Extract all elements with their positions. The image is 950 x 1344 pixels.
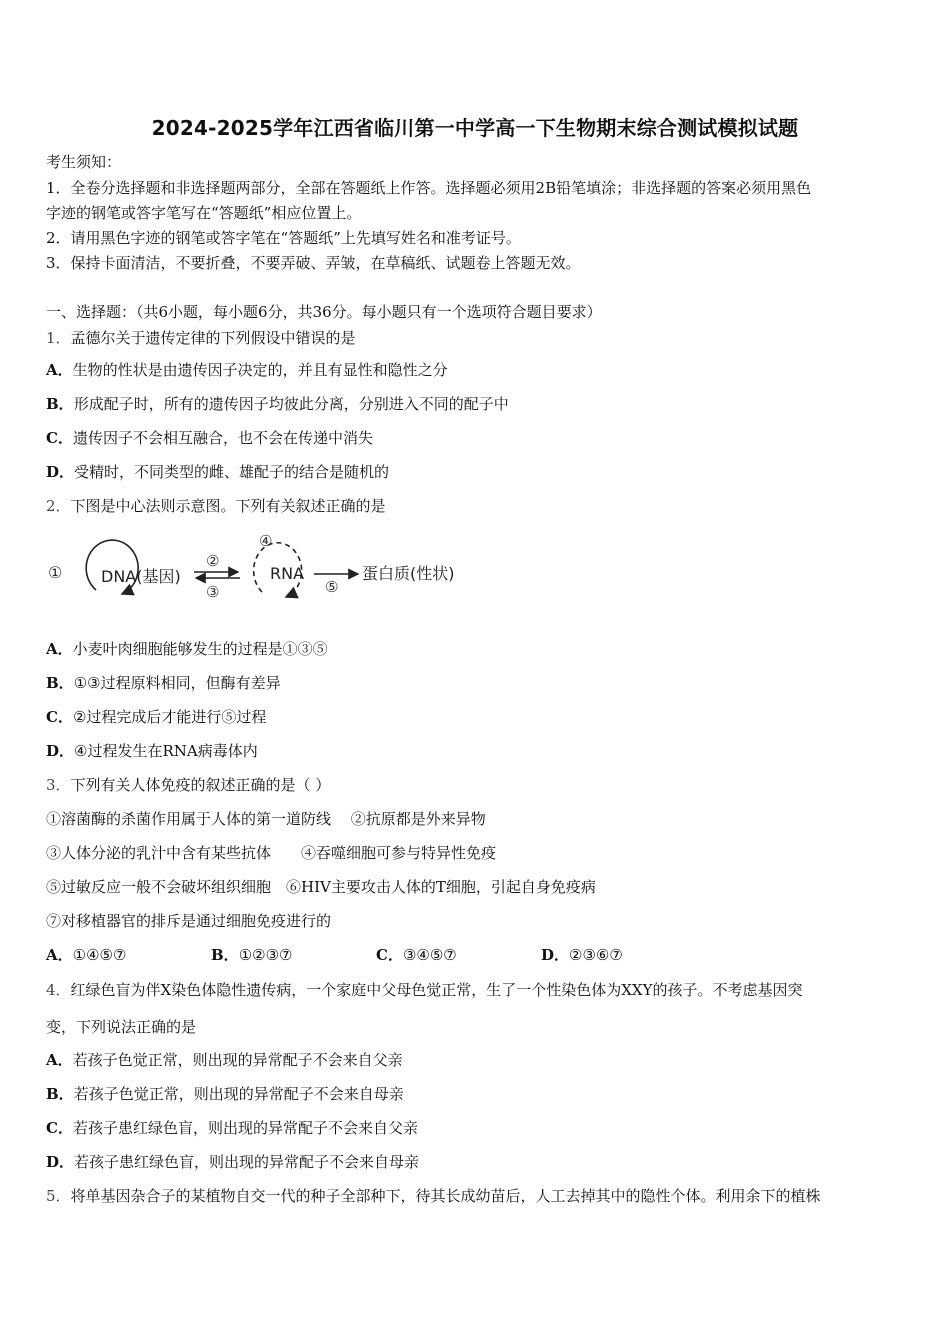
option-label: D． xyxy=(46,742,75,760)
option-label: B． xyxy=(46,674,74,692)
question-text: 下图是中心法则示意图。下列有关叙述正确的是 xyxy=(70,497,386,515)
option-label: C． xyxy=(376,946,403,964)
option-label: D． xyxy=(541,946,570,964)
option-text: 若孩子色觉正常，则出现的异常配子不会来自母亲 xyxy=(73,1085,404,1103)
central-dogma-diagram xyxy=(46,530,476,605)
option-text: 若孩子色觉正常，则出现的异常配子不会来自父亲 xyxy=(72,1051,403,1069)
option-label: B． xyxy=(46,1085,74,1103)
notice-item: 2．请用黑色字迹的钢笔或答字笔在“答题纸”上先填写姓名和准考证号。 xyxy=(46,229,521,247)
q3-statement: ⑤过敏反应一般不会破坏组织细胞 ⑥HIV主要攻击人体的T细胞，引起自身免疫病 xyxy=(46,878,596,896)
option-label: A． xyxy=(46,361,73,379)
question-text: 将单基因杂合子的某植物自交一代的种子全部种下，待其长成幼苗后，人工去掉其中的隐性个体。利用余下的植株 xyxy=(70,1187,821,1205)
question-2-stem xyxy=(46,496,386,516)
q1-option-d xyxy=(46,462,389,482)
question-5-stem xyxy=(46,1186,821,1206)
option-text: 小麦叶肉细胞能够发生的过程是①③⑤ xyxy=(72,640,328,658)
q3-option-a xyxy=(46,945,211,965)
q4-option-c xyxy=(46,1118,418,1138)
question-1-stem xyxy=(46,328,356,348)
q4-option-a xyxy=(46,1050,403,1070)
q4-option-d xyxy=(46,1152,419,1172)
option-text: 若孩子患红绿色盲，则出现的异常配子不会来自母亲 xyxy=(74,1153,420,1171)
option-text: ②③⑥⑦ xyxy=(569,946,623,964)
question-text: 下列有关人体免疫的叙述正确的是（ ） xyxy=(70,776,331,794)
q3-option-b xyxy=(211,945,376,965)
q2-option-d xyxy=(46,741,258,761)
rna-label: RNA xyxy=(270,564,305,583)
option-text: ②过程完成后才能进行⑤过程 xyxy=(72,708,267,726)
option-text: 若孩子患红绿色盲，则出现的异常配子不会来自父亲 xyxy=(72,1119,418,1137)
option-text: 生物的性状是由遗传因子决定的，并且有显性和隐性之分 xyxy=(72,361,448,379)
question-3-stem xyxy=(46,775,330,795)
option-text: ①③过程原料相同，但酶有差异 xyxy=(73,674,281,692)
notice-item: 3．保持卡面清洁，不要折叠，不要弄破、弄皱，在草稿纸、试题卷上答题无效。 xyxy=(46,254,581,272)
q2-option-b xyxy=(46,673,281,693)
option-text: ③④⑤⑦ xyxy=(402,946,457,964)
q2-option-c xyxy=(46,707,266,727)
q3-statement: ⑦对移植器官的排斥是通过细胞免疫进行的 xyxy=(46,912,332,930)
option-text: ④过程发生在RNA病毒体内 xyxy=(74,742,258,760)
option-label: B． xyxy=(46,395,74,413)
question-4-stem xyxy=(46,980,803,1000)
question-text: 孟德尔关于遗传定律的下列假设中错误的是 xyxy=(70,329,356,347)
option-text: 受精时，不同类型的雌、雄配子的结合是随机的 xyxy=(74,463,390,481)
option-text: ①②③⑦ xyxy=(238,946,293,964)
q4-option-b xyxy=(46,1084,404,1104)
question-4-stem-cont: 变，下列说法正确的是 xyxy=(46,1018,197,1036)
dna-label: DNA(基因) xyxy=(101,567,181,586)
notice-heading: 考生须知： xyxy=(46,153,122,171)
process-4-label: ④ xyxy=(259,532,273,550)
question-number: 1． xyxy=(46,329,71,347)
q2-option-a xyxy=(46,639,328,659)
process-3-label: ③ xyxy=(206,583,220,601)
option-label: A． xyxy=(46,946,73,964)
notice-item: 字迹的钢笔或答字笔写在“答题纸”相应位置上。 xyxy=(46,204,362,222)
process-1-label: ① xyxy=(48,563,63,582)
option-label: C． xyxy=(46,708,73,726)
option-text: 遗传因子不会相互融合，也不会在传递中消失 xyxy=(72,429,373,447)
q1-option-a xyxy=(46,360,448,380)
q3-statement: ③人体分泌的乳汁中含有某些抗体 ④吞噬细胞可参与特异性免疫 xyxy=(46,844,497,862)
option-label: B． xyxy=(211,946,239,964)
section-heading: 一、选择题：（共6小题，每小题6分，共36分。每小题只有一个选项符合题目要求） xyxy=(46,303,602,321)
question-number: 4． xyxy=(46,981,71,999)
q1-option-c xyxy=(46,428,373,448)
option-label: A． xyxy=(46,1051,73,1069)
option-label: A． xyxy=(46,640,73,658)
question-number: 5． xyxy=(46,1187,71,1205)
question-number: 2． xyxy=(46,497,71,515)
q3-option-d xyxy=(541,945,623,965)
option-label: C． xyxy=(46,429,73,447)
question-number: 3． xyxy=(46,776,71,794)
q3-statement: ①溶菌酶的杀菌作用属于人体的第一道防线 ②抗原都是外来异物 xyxy=(46,810,486,828)
q3-option-c xyxy=(376,945,541,965)
process-5-label: ⑤ xyxy=(325,578,339,596)
process-2-label: ② xyxy=(206,552,220,570)
notice-item: 1．全卷分选择题和非选择题两部分，全部在答题纸上作答。选择题必须用2B铅笔填涂；非选择题的答案必须用黑色 xyxy=(46,179,812,197)
option-label: C． xyxy=(46,1119,73,1137)
q3-options-row xyxy=(46,945,623,965)
page-title: 2024-2025学年江西省临川第一中学高一下生物期末综合测试模拟试题 xyxy=(151,116,799,140)
question-text: 红绿色盲为伴X染色体隐性遗传病，一个家庭中父母色觉正常，生了一个性染色体为XXY的孩子。不考虑基因突 xyxy=(70,981,803,999)
option-text: ①④⑤⑦ xyxy=(72,946,127,964)
option-label: D． xyxy=(46,463,75,481)
option-text: 形成配子时，所有的遗传因子均彼此分离，分别进入不同的配子中 xyxy=(73,395,509,413)
q1-option-b xyxy=(46,394,509,414)
option-label: D． xyxy=(46,1153,75,1171)
protein-label: 蛋白质(性状) xyxy=(362,564,455,583)
